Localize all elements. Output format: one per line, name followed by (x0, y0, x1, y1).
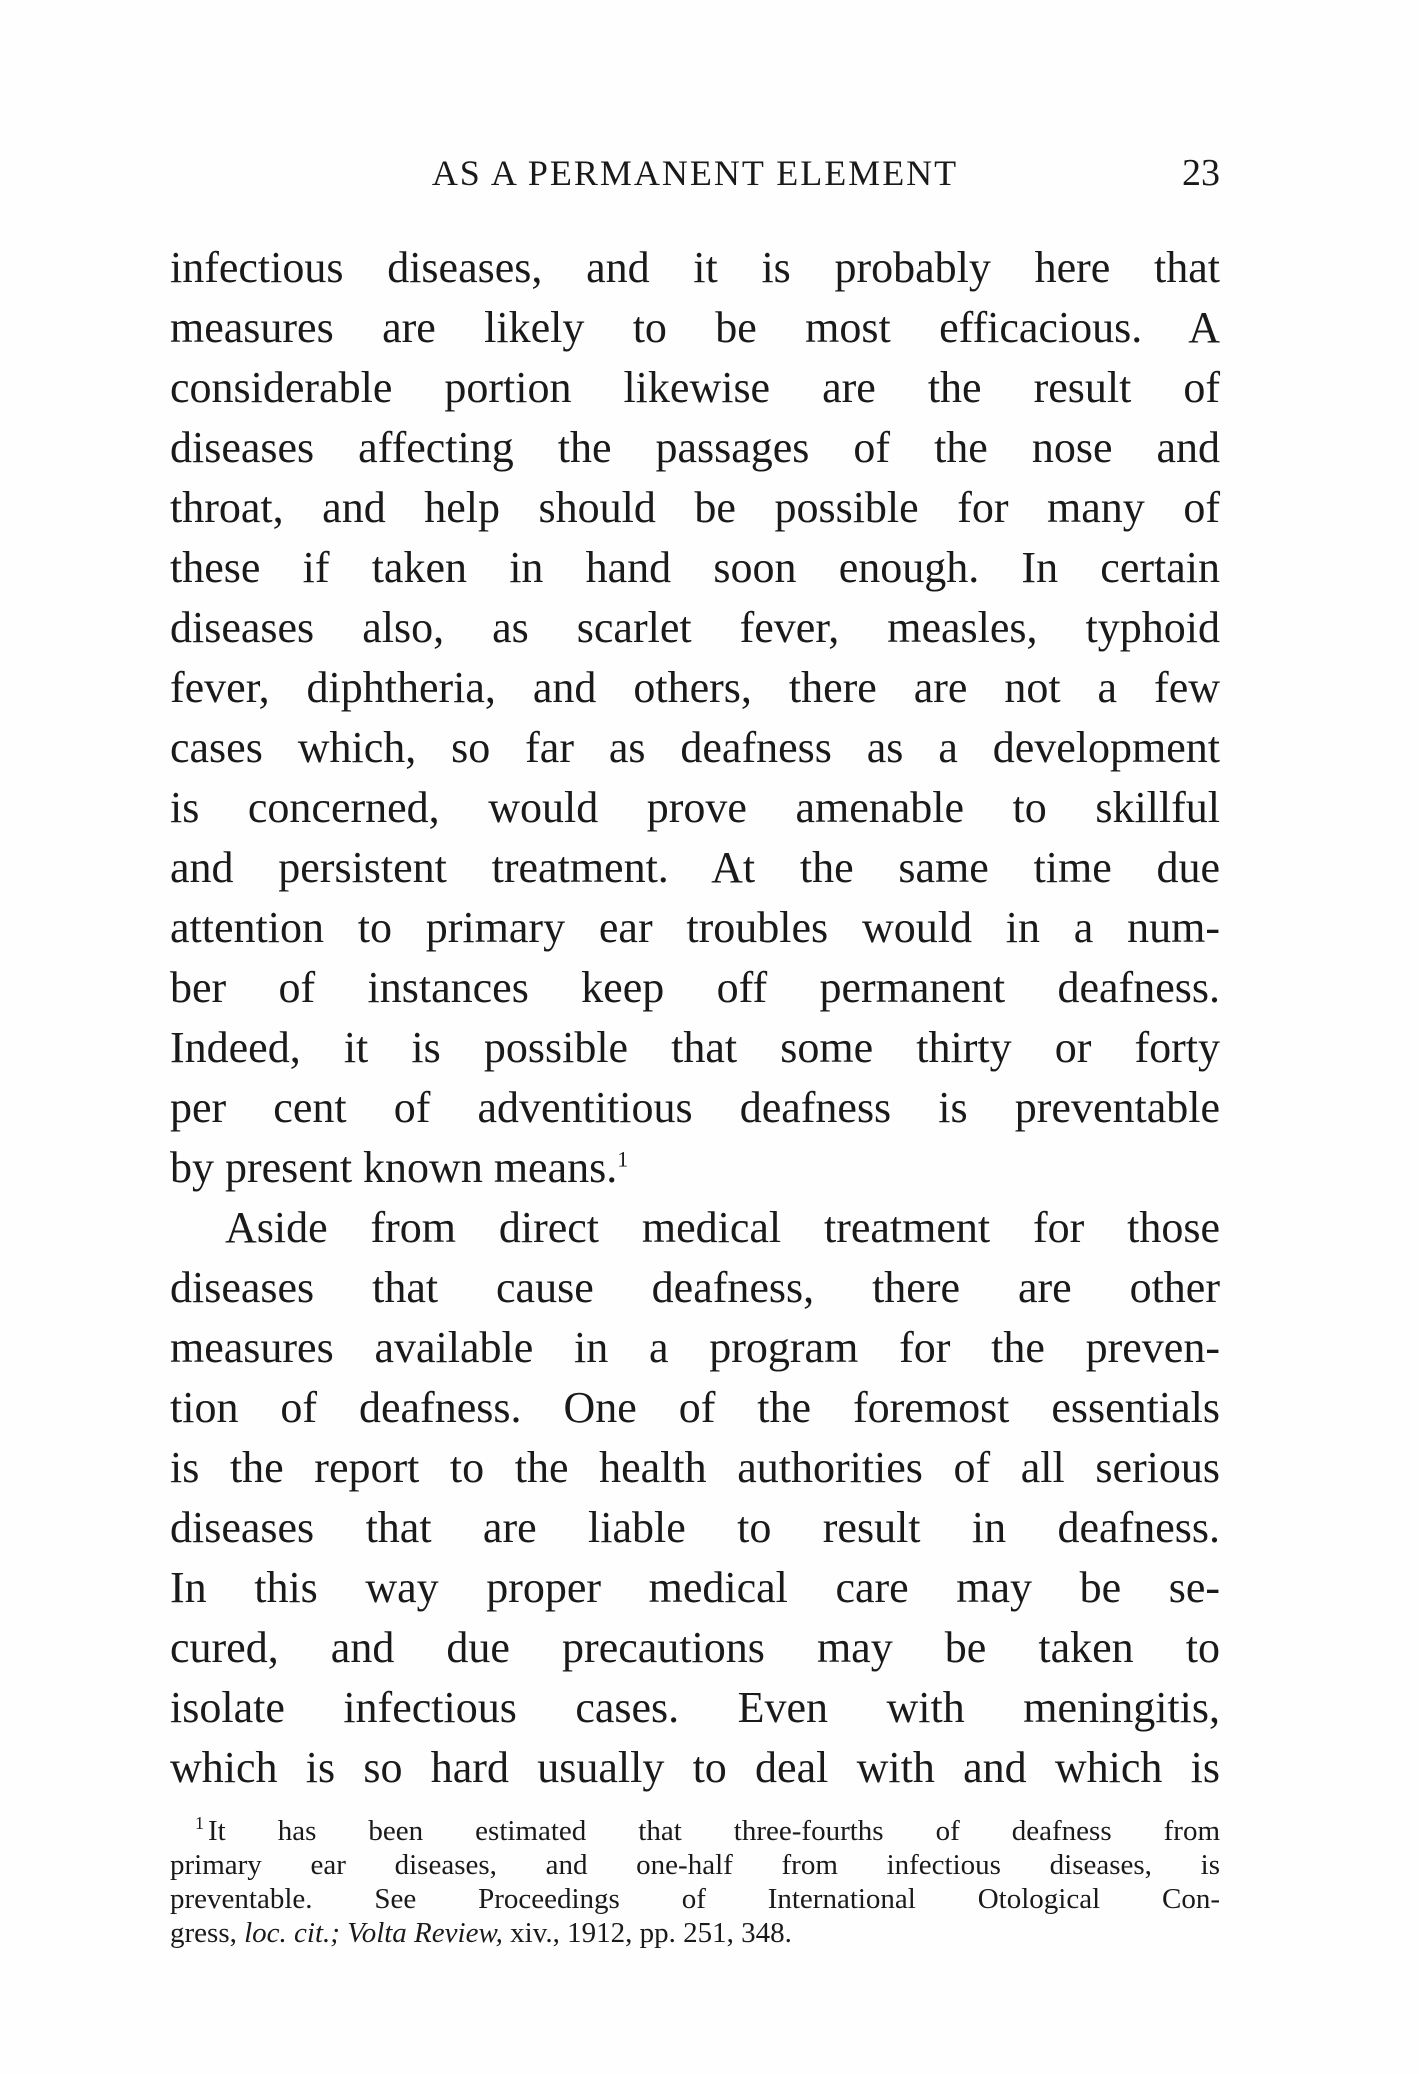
text-line: diseases also, as scarlet fever, measles, typhoid (170, 603, 1220, 652)
text-line: cases which, so far as deafness as a development (170, 723, 1220, 772)
footnote-text: xiv., 1912, pp. 251, 348. (510, 1917, 792, 1949)
text-line: diseases that cause deafness, there are other (170, 1263, 1220, 1312)
text-line: fever, diphtheria, and others, there are not a few (170, 663, 1220, 712)
footnote-reference: 1 (617, 1146, 629, 1172)
text-line: and persistent treatment. At the same time due (170, 843, 1220, 892)
text-line: per cent of adventitious deafness is preventable (170, 1083, 1220, 1132)
text-line: measures available in a program for the preven- (170, 1323, 1220, 1372)
page-number: 23 (1182, 152, 1220, 194)
running-title: AS A PERMANENT ELEMENT (431, 153, 959, 193)
footnote-line (170, 1814, 1220, 1848)
footnote (170, 1814, 1220, 1950)
text-line: infectious diseases, and it is probably here that (170, 243, 1220, 292)
text-line: which is so hard usually to deal with and which is (170, 1743, 1220, 1792)
text-line: ber of instances keep off permanent deafness. (170, 963, 1220, 1012)
text-line: these if taken in hand soon enough. In certain (170, 543, 1220, 592)
text-line: Indeed, it is possible that some thirty or forty (170, 1023, 1220, 1072)
text-line: tion of deafness. One of the foremost essentials (170, 1383, 1220, 1432)
text-line: is concerned, would prove amenable to skillful (170, 783, 1220, 832)
text-line: diseases affecting the passages of the nose and (170, 423, 1220, 472)
footnote-text: gress, (170, 1917, 237, 1949)
footnote-line: preventable. See Proceedings of International Otological Con- (170, 1883, 1220, 1915)
text-line-with-footnote-ref (170, 1138, 1220, 1198)
footnote-mark: 1 (195, 1813, 204, 1834)
text-line: In this way proper medical care may be se- (170, 1563, 1220, 1612)
text-line: by present known means. (170, 1143, 618, 1192)
paragraph-first-line: Aside from direct medical treatment for those (225, 1203, 1220, 1252)
text-line: diseases that are liable to result in deafness. (170, 1503, 1220, 1552)
text-line: is the report to the health authorities of all serious (170, 1443, 1220, 1492)
footnote-journal: Volta Review, (347, 1917, 503, 1949)
footnote-line (170, 1916, 1220, 1950)
footnote-line: primary ear diseases, and one-half from infectious diseases, is (170, 1849, 1220, 1881)
text-line: considerable portion likewise are the result of (170, 363, 1220, 412)
footnote-citation: loc. cit.; (244, 1917, 340, 1949)
body-text (170, 238, 1220, 1798)
text-line: cured, and due precautions may be taken to (170, 1623, 1220, 1672)
footnote-text: It has been estimated that three-fourths of deafness from (208, 1815, 1220, 1847)
text-line: measures are likely to be most efficacious. A (170, 303, 1220, 352)
running-head (170, 148, 1220, 198)
text-line: throat, and help should be possible for many of (170, 483, 1220, 532)
text-line: attention to primary ear troubles would in a num- (170, 903, 1220, 952)
text-line: isolate infectious cases. Even with meningitis, (170, 1683, 1220, 1732)
